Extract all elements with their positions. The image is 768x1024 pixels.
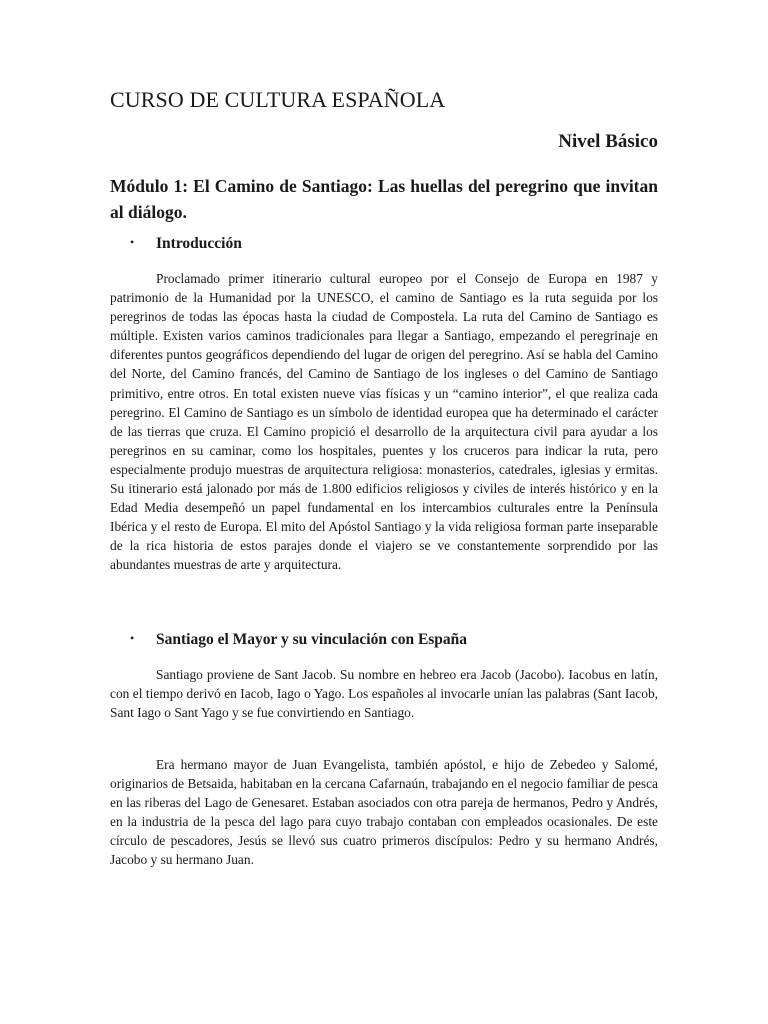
bullet-icon: • bbox=[130, 235, 135, 249]
section-heading-text: Santiago el Mayor y su vinculación con España bbox=[156, 631, 468, 648]
level-label: Nivel Básico bbox=[558, 131, 658, 152]
paragraph-introduccion: Proclamado primer itinerario cultural europeo por el Consejo de Europa en 1987 y patrimonio de la Humanidad por la UNESCO, el camino de Santiago es la ruta seguida por los peregrinos de todas las épocas hasta la ciudad de Compostela. La ruta del Camino de Santiago es múltiple. Existen varios caminos tradicionales para llegar a Santiago, empezando el peregrinaje en diferentes puntos geográficos dependiendo del lugar de origen del peregrino. Así se habla del Camino del Norte, del Camino francés, del Camino de Santiago de los ingleses o del Camino de Santiago primitivo, entre otros. En total existen nueve vías físicas y un “camino interior”, el que realiza cada peregrino. El Camino de Santiago es un símbolo de identidad europea que ha determinado el carácter de las tierras que cruza. El Camino propició el desarrollo de la arquitectura civil para ayudar a los peregrinos en su caminar, como los hospitales, puentes y los cruceros para indicar la ruta, pero especialmente produjo muestras de arquitectura religiosa: monasterios, catedrales, iglesias y ermitas. Su itinerario está jalonado por más de 1.800 edificios religiosos y civiles de interés histórico y en la Edad Media desempeñó un papel fundamental en los intercambios culturales entre la Península Ibérica y el resto de Europa. El mito del Apóstol Santiago y la vida religiosa forman parte inseparable de la rica historia de estos parajes donde el viajero se ve constantemente sorprendido por las abundantes muestras de arte y arquitectura. bbox=[110, 271, 658, 573]
section-heading-text: Introducción bbox=[156, 235, 242, 252]
module-title: Módulo 1: El Camino de Santiago: Las huellas del peregrino que invitan al diálogo. bbox=[110, 176, 658, 222]
document-title: CURSO DE CULTURA ESPAÑOLA bbox=[110, 87, 446, 112]
section-heading-santiago bbox=[130, 631, 467, 649]
paragraph-santiago-familia: Era hermano mayor de Juan Evangelista, también apóstol, e hijo de Zebedeo y Salomé, originarios de Betsaida, habitaban en la cercana Cafarnaún, trabajando en el negocio familiar de pesca en las riberas del Lago de Genesaret. Estaban asociados con otra pareja de hermanos, Pedro y Andrés, en la industria de la pesca del lago para cuyo trabajo contaban con empleados ocasionales. De este círculo de pescadores, Jesús se llevó sus cuatro primeros discípulos: Pedro y su hermano Andrés, Jacobo y su hermano Juan. bbox=[110, 757, 658, 868]
bullet-icon: • bbox=[130, 631, 135, 645]
paragraph-santiago-nombre: Santiago proviene de Sant Jacob. Su nombre en hebreo era Jacob (Jacobo). Iacobus en latín, con el tiempo derivó en Iacob, Iago o Yago. Los españoles al invocarle unían las palabras (Sant Iacob, Sant Iago o Sant Yago y se fue convirtiendo en Santiago. bbox=[110, 667, 658, 721]
section-heading-introduccion bbox=[130, 235, 242, 253]
